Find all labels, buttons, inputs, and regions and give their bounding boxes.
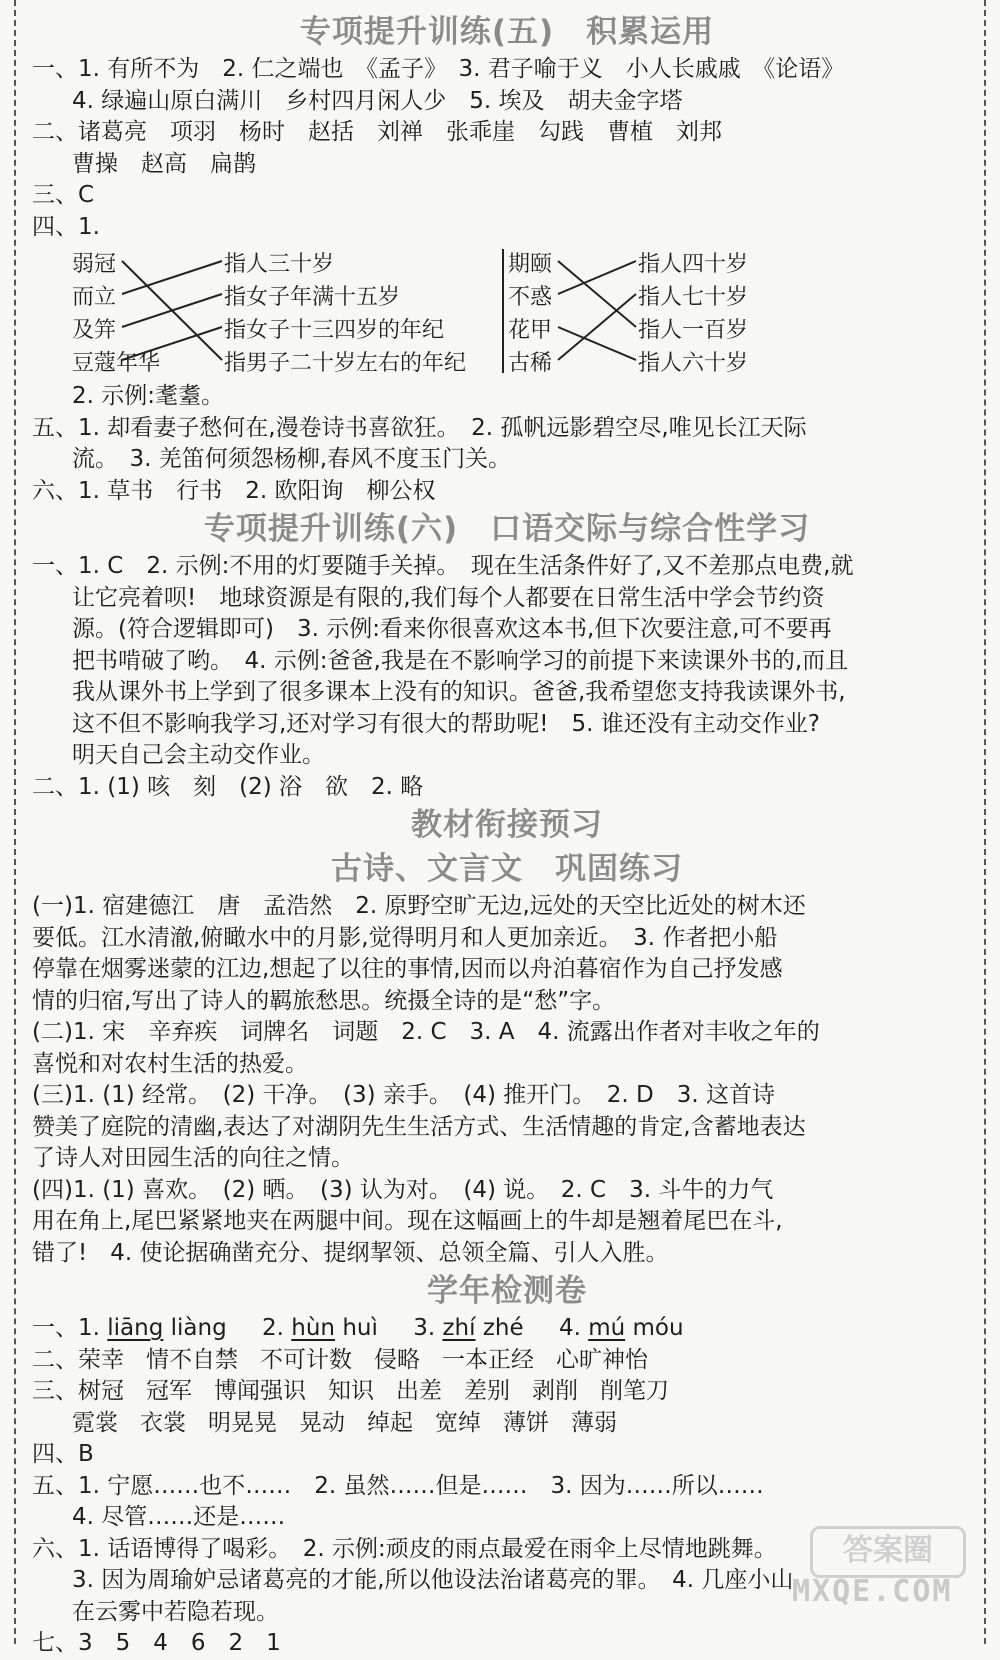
q2-word: 不可计数 <box>260 1346 352 1373</box>
pre-line-7: (三)1. (1) 经常。 (2) 干净。 (3) 亲手。 (4) 推开门。 2. D 3. 这首诗 <box>32 1082 775 1108</box>
s5-line-9: 流。 3. 羌笛何须怨杨柳,春风不度玉门关。 <box>72 446 512 472</box>
left-meaning: 指人三十岁 <box>224 252 335 277</box>
s6-line-6: 这不但不影响我学习,还对学习有很大的帮助呢! 5. 谁还没有主动交作业? <box>72 710 820 737</box>
q1-prefix: 一、1. <box>32 1315 100 1341</box>
pre-line-10: (四)1. (1) 喜欢。 (2) 晒。 (3) 认为对。 (4) 说。 2. C 3. 斗牛的力气 <box>32 1176 774 1203</box>
left-match-line <box>122 294 222 327</box>
right-match-line <box>558 294 636 360</box>
right-meaning: 指人七十岁 <box>638 285 749 310</box>
exam-q3-row2 <box>32 1408 982 1440</box>
s5-line-2: 4. 绿遍山原白满川 乡村四月闲人少 5. 埃及 胡夫金字塔 <box>72 87 683 114</box>
left-dashed-border <box>14 0 16 1644</box>
exam-q1 <box>32 1313 982 1345</box>
pinyin-pair <box>559 1313 684 1345</box>
q3-word: 博闻强识 <box>214 1378 306 1404</box>
q3-word: 明晃晃 <box>208 1409 277 1436</box>
pinyin-pair <box>107 1313 226 1345</box>
q3-word: 出差 <box>396 1378 442 1404</box>
s5-line-6: 四、1. <box>32 213 100 240</box>
pre-line-12: 错了! 4. 使论据确凿充分、提纲挈领、总领全篇、引人入胜。 <box>32 1239 669 1266</box>
s6-line-5: 我从课外书上学到了很多课本上没有的知识。爸爸,我希望您支持我读课外书, <box>72 679 846 705</box>
s6-line-3: 源。(符合逻辑即可) 3. 示例:看来你很喜欢这本书,但下次要注意,可不要再 <box>72 616 832 642</box>
right-match-line <box>558 327 636 360</box>
pinyin-a: liāng <box>107 1315 164 1341</box>
pinyin-num: 2. <box>262 1315 284 1341</box>
q3-word: 宽绰 <box>435 1409 481 1436</box>
pre-line-2: 要低。江水清澈,俯瞰水中的月影,觉得明月和人更加亲近。 3. 作者把小船 <box>32 924 778 951</box>
pre-line-5: (二)1. 宋 辛弃疾 词牌名 词题 2. C 3. A 4. 流露出作者对丰收之年的 <box>32 1019 820 1045</box>
section-title-preview: 教材衔接预习 <box>411 807 603 843</box>
pinyin-b: huì <box>342 1315 378 1341</box>
exam-line-4: 四、B <box>32 1441 94 1467</box>
pre-line-9: 了诗人对田园生活的向往之情。 <box>32 1145 354 1171</box>
left-term: 豆蔻年华 <box>72 351 161 376</box>
pinyin-pair <box>262 1313 378 1345</box>
left-term: 及笄 <box>72 318 117 343</box>
s5-line-5: 三、C <box>32 182 95 208</box>
q2-word: 荣幸 <box>78 1346 124 1373</box>
matching-diagram <box>72 245 982 379</box>
exam-line-7: 六、1. 话语博得了喝彩。 2. 示例:顽皮的雨点最爱在雨伞上尽情地跳舞。 <box>32 1535 777 1562</box>
s5-line-4: 曹操 赵高 扁鹊 <box>72 150 256 177</box>
pre-line-4: 情的归宿,写出了诗人的羁旅愁思。统摄全诗的是“愁”字。 <box>32 987 616 1014</box>
divider-bar <box>502 249 504 373</box>
pre-line-3: 停靠在烟雾迷蒙的江边,想起了以往的事情,因而以舟泊暮宿作为自己抒发感 <box>32 956 783 982</box>
pinyin-pair <box>413 1313 523 1345</box>
pre-line-6: 喜悦和对农村生活的热爱。 <box>32 1050 308 1077</box>
answer-page <box>32 10 982 1660</box>
right-term: 不惑 <box>508 285 553 310</box>
pinyin-a: mú <box>588 1315 626 1341</box>
q2-word: 情不自禁 <box>146 1346 238 1373</box>
q2-word: 一本正经 <box>442 1346 534 1373</box>
right-match-line <box>558 261 636 294</box>
pinyin-b: móu <box>632 1315 684 1341</box>
exam-q2 <box>32 1345 982 1377</box>
section-title-5: 专项提升训练(五) 积累运用 <box>299 14 715 50</box>
right-term: 期颐 <box>508 252 553 277</box>
q3-word: 差别 <box>464 1378 510 1404</box>
pre-line-8: 赞美了庭院的清幽,表达了对湖阴先生生活方式、生活情趣的肯定,含蓄地表达 <box>32 1113 806 1140</box>
left-meaning: 指女子年满十五岁 <box>224 285 401 310</box>
q3-word: 剥削 <box>532 1378 578 1404</box>
q3-word: 薄饼 <box>503 1409 549 1436</box>
s6-line-1: 一、1. C 2. 示例:不用的灯要随手关掉。 现在生活条件好了,又不差那点电费,就 <box>32 553 854 579</box>
left-meaning: 指女子十三四岁的年纪 <box>224 318 445 343</box>
q2-word: 心旷神怡 <box>556 1346 648 1373</box>
s5-line-3: 二、诸葛亮 项羽 杨时 赵括 刘禅 张乖崖 勾践 曹植 刘邦 <box>32 119 722 145</box>
pinyin-num: 3. <box>413 1315 436 1341</box>
watermark-logo: 答案圈 <box>810 1526 966 1578</box>
exam-line-10: 七、3 5 4 6 2 1 <box>32 1630 281 1656</box>
pinyin-a: zhí <box>442 1315 476 1341</box>
q3-word: 晃动 <box>299 1409 345 1436</box>
q3-word: 知识 <box>328 1378 374 1404</box>
section-title-6: 专项提升训练(六) 口语交际与综合性学习 <box>203 511 811 547</box>
right-match-line <box>558 261 636 327</box>
pinyin-b: liàng <box>170 1315 227 1341</box>
q3-word: 冠军 <box>146 1378 192 1404</box>
pinyin-num: 4. <box>558 1315 581 1341</box>
s5-line-7: 2. 示例:耄耋。 <box>72 383 225 409</box>
q2-word: 侵略 <box>374 1346 420 1373</box>
pinyin-a: hùn <box>291 1315 336 1341</box>
pre-line-1: (一)1. 宿建德江 唐 孟浩然 2. 原野空旷无边,远处的天空比近处的树木还 <box>32 893 806 919</box>
watermark-url: MXQE.COM <box>792 1574 953 1609</box>
exam-line-9: 在云雾中若隐若现。 <box>72 1598 279 1625</box>
q3-word: 削笔刀 <box>600 1378 669 1404</box>
pinyin-b: zhé <box>482 1315 524 1341</box>
q3-word: 霓裳 <box>72 1409 118 1436</box>
s6-line-7: 明天自己会主动交作业。 <box>72 742 325 768</box>
q3-word: 树冠 <box>78 1378 124 1404</box>
q3-word: 绰起 <box>367 1409 413 1436</box>
right-term: 古稀 <box>508 351 553 376</box>
right-meaning: 指人六十岁 <box>638 351 749 376</box>
s5-line-8: 五、1. 却看妻子愁何在,漫卷诗书喜欲狂。 2. 孤帆远影碧空尽,唯见长江天际 <box>32 414 807 441</box>
right-meaning: 指人四十岁 <box>638 252 749 277</box>
right-term: 花甲 <box>508 318 553 343</box>
exam-line-6: 4. 尽管……还是…… <box>72 1504 286 1530</box>
s6-line-4: 把书啃破了哟。 4. 示例:爸爸,我是在不影响学习的前提下来读课外书的,而且 <box>72 647 849 674</box>
right-dashed-border <box>984 0 986 1644</box>
left-term: 弱冠 <box>72 252 117 277</box>
s6-line-8: 二、1. (1) 咳 刻 (2) 浴 欲 2. 略 <box>32 773 424 800</box>
left-match-line <box>122 261 222 294</box>
exam-q3-row1 <box>32 1376 982 1408</box>
left-term: 而立 <box>72 285 117 310</box>
q3-word: 衣裳 <box>140 1409 186 1436</box>
exam-line-5: 五、1. 宁愿……也不…… 2. 虽然……但是…… 3. 因为……所以…… <box>32 1472 764 1499</box>
section-title-exam: 学年检测卷 <box>427 1273 587 1309</box>
left-meaning: 指男子二十岁左右的年纪 <box>224 351 467 376</box>
s5-line-10: 六、1. 草书 行书 2. 欧阳询 柳公权 <box>32 477 436 504</box>
pre-line-11: 用在角上,尾巴紧紧地夹在两腿中间。现在这幅画上的牛却是翘着尾巴在斗, <box>32 1208 783 1234</box>
q3-prefix: 三、 <box>32 1378 78 1404</box>
right-meaning: 指人一百岁 <box>638 318 749 343</box>
q3-word: 薄弱 <box>571 1409 617 1436</box>
q2-prefix: 二、 <box>32 1346 78 1373</box>
s6-line-2: 让它亮着呗! 地球资源是有限的,我们每个人都要在日常生活中学会节约资 <box>72 584 825 611</box>
s5-line-1: 一、1. 有所不为 2. 仁之端也 《孟子》 3. 君子喻于义 小人长戚戚 《论语》 <box>32 56 845 82</box>
section-subtitle-poetry: 古诗、文言文 巩固练习 <box>331 851 683 887</box>
exam-line-8: 3. 因为周瑜妒忌诸葛亮的才能,所以他设法治诸葛亮的罪。 4. 几座小山 <box>72 1567 794 1593</box>
